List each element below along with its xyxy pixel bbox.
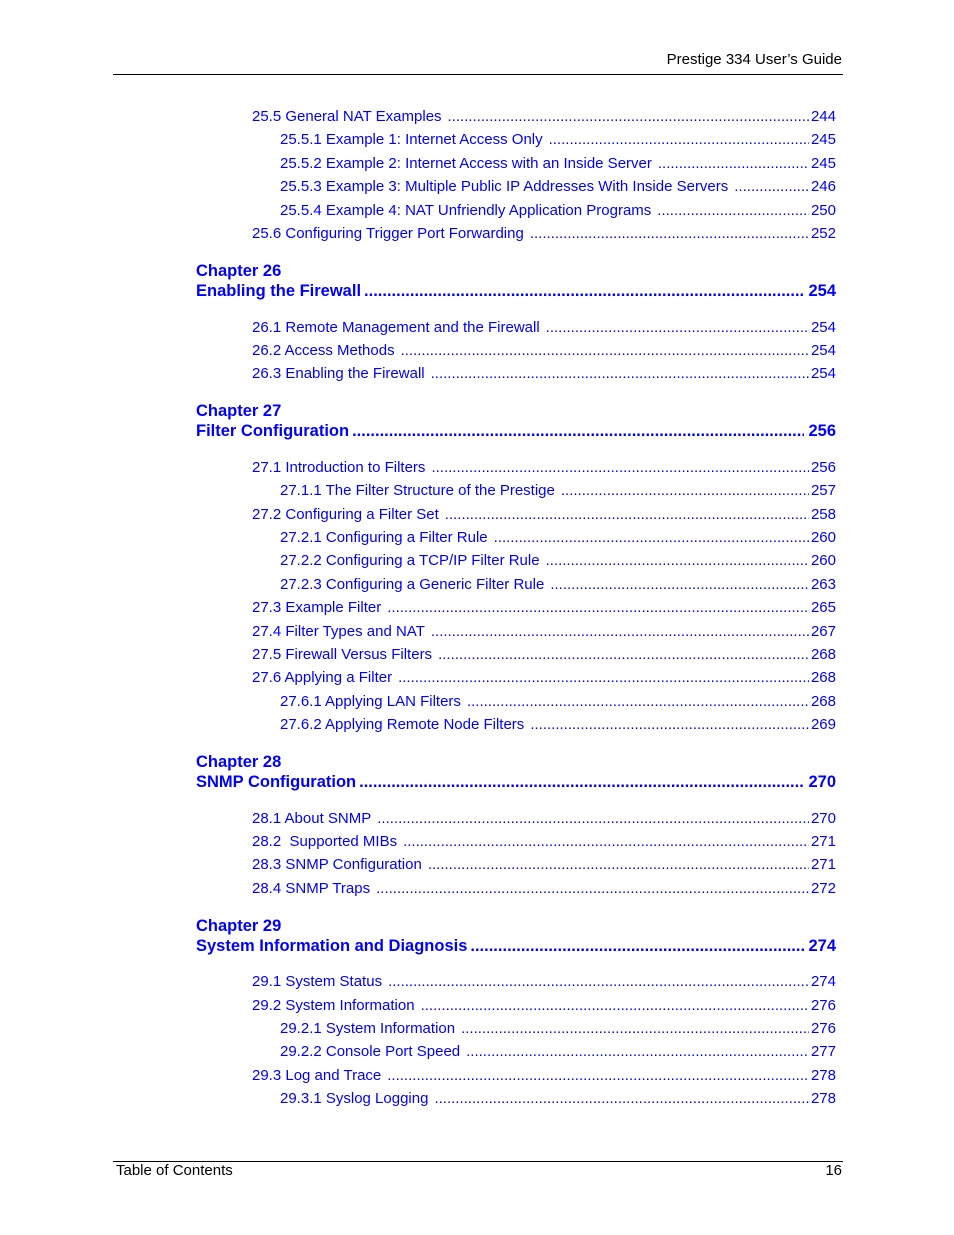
toc-entry[interactable] [280, 1090, 836, 1108]
toc-entry-page: 260 [810, 552, 836, 569]
toc-entry[interactable] [252, 599, 836, 617]
chapter-number: Chapter 29 [196, 917, 282, 935]
toc-entry-page: 272 [810, 880, 836, 897]
chapter-page: 270 [808, 773, 836, 791]
chapter-number: Chapter 28 [196, 753, 282, 771]
toc-entry-page: 278 [810, 1090, 836, 1107]
toc-entry-label: 25.5.1 Example 1: Internet Access Only [280, 131, 543, 148]
toc-entry-page: 271 [810, 856, 836, 873]
toc-entry-label: 28.4 SNMP Traps [252, 880, 371, 897]
dot-leader [546, 319, 809, 337]
chapter-number: Chapter 27 [196, 402, 282, 420]
toc-entry-page: 254 [810, 319, 836, 336]
toc-entry-page: 268 [810, 693, 836, 710]
dot-leader [387, 1067, 809, 1085]
toc-entry-page: 258 [810, 506, 836, 523]
dot-leader [658, 155, 809, 173]
toc-entry-label: 27.2 Configuring a Filter Set [252, 506, 439, 523]
toc-entry-page: 260 [810, 529, 836, 546]
toc-entry[interactable] [280, 202, 836, 220]
chapter-title: Filter Configuration [196, 422, 350, 440]
toc-entry[interactable] [252, 1067, 836, 1085]
toc-entry-label: 29.1 System Status [252, 973, 383, 990]
toc-entry-page: 267 [810, 623, 836, 640]
toc-entry-label: 28.2 Supported MIBs [252, 833, 398, 850]
toc-entry-label: 25.6 Configuring Trigger Port Forwarding [252, 225, 524, 242]
toc-entry-label: 25.5 General NAT Examples [252, 108, 442, 125]
dot-leader [359, 772, 804, 792]
chapter-title-entry[interactable] [196, 421, 836, 441]
dot-leader [549, 131, 809, 149]
toc-entry[interactable] [280, 529, 836, 547]
toc-entry-page: 252 [810, 225, 836, 242]
toc-entry[interactable] [252, 225, 836, 243]
dot-leader [494, 529, 809, 547]
dot-leader [352, 421, 804, 441]
dot-leader [387, 599, 809, 617]
toc-entry[interactable] [280, 482, 836, 500]
dot-leader [401, 342, 809, 360]
toc-entry-label: 25.5.2 Example 2: Internet Access with an Inside Server [280, 155, 652, 172]
toc-entry-page: 263 [810, 576, 836, 593]
toc-entry-page: 254 [810, 365, 836, 382]
dot-leader [470, 936, 804, 956]
toc-entry[interactable] [252, 623, 836, 641]
dot-leader [428, 856, 809, 874]
toc-entry[interactable] [280, 155, 836, 173]
toc-entry-label: 27.4 Filter Types and NAT [252, 623, 425, 640]
dot-leader [421, 997, 809, 1015]
toc-entry-page: 246 [810, 178, 836, 195]
toc-entry[interactable] [280, 552, 836, 570]
toc-entry[interactable] [252, 880, 836, 898]
toc-entry-label: 27.1 Introduction to Filters [252, 459, 426, 476]
toc-entry[interactable] [280, 1020, 836, 1038]
toc-entry-label: 29.2 System Information [252, 997, 415, 1014]
dot-leader [550, 576, 809, 594]
footer-section-title: Table of Contents [116, 1162, 233, 1179]
dot-leader [461, 1020, 809, 1038]
dot-leader [431, 459, 809, 477]
dot-leader [466, 1043, 809, 1061]
dot-leader [657, 202, 809, 220]
toc-entry-page: 270 [810, 810, 836, 827]
toc-entry-page: 276 [810, 1020, 836, 1037]
dot-leader [431, 365, 809, 383]
chapter-title: SNMP Configuration [196, 773, 357, 791]
toc-entry[interactable] [280, 178, 836, 196]
dot-leader [734, 178, 809, 196]
chapter-number: Chapter 26 [196, 262, 282, 280]
toc-entry[interactable] [252, 997, 836, 1015]
toc-entry-label: 29.2.1 System Information [280, 1020, 456, 1037]
dot-leader [364, 281, 804, 301]
toc-entry-label: 27.1.1 The Filter Structure of the Prestige [280, 482, 555, 499]
toc-entry-label: 27.6 Applying a Filter [252, 669, 393, 686]
toc-entry-label: 27.5 Firewall Versus Filters [252, 646, 433, 663]
dot-leader [448, 108, 809, 126]
dot-leader [431, 623, 809, 641]
footer-page-number: 16 [825, 1162, 842, 1179]
dot-leader [445, 506, 809, 524]
dot-leader [403, 833, 809, 851]
toc-entry-label: 26.2 Access Methods [252, 342, 395, 359]
toc-entry-page: 244 [810, 108, 836, 125]
dot-leader [530, 225, 809, 243]
toc-entry-page: 257 [810, 482, 836, 499]
chapter-title-entry[interactable] [196, 772, 836, 792]
toc-entry[interactable] [280, 716, 836, 734]
toc-entry-page: 271 [810, 833, 836, 850]
toc-entry-page: 250 [810, 202, 836, 219]
chapter-title-entry[interactable] [196, 936, 836, 956]
dot-leader [438, 646, 809, 664]
toc-entry[interactable] [252, 646, 836, 664]
toc-entry-page: 256 [810, 459, 836, 476]
toc-entry[interactable] [280, 693, 836, 711]
dot-leader [398, 669, 809, 687]
toc-entry-label: 27.2.1 Configuring a Filter Rule [280, 529, 488, 546]
toc-entry-label: 27.6.1 Applying LAN Filters [280, 693, 461, 710]
toc-entry[interactable] [252, 810, 836, 828]
toc-entry-page: 265 [810, 599, 836, 616]
toc-entry[interactable] [252, 365, 836, 383]
toc-entry-label: 27.2.2 Configuring a TCP/IP Filter Rule [280, 552, 540, 569]
dot-leader [376, 880, 809, 898]
toc-entry-page: 274 [810, 973, 836, 990]
toc-entry[interactable] [280, 576, 836, 594]
toc-entry-label: 29.3 Log and Trace [252, 1067, 382, 1084]
dot-leader [546, 552, 809, 570]
toc-entry-page: 245 [810, 131, 836, 148]
dot-leader [467, 693, 809, 711]
page-header-title: Prestige 334 User’s Guide [666, 51, 842, 68]
chapter-title: System Information and Diagnosis [196, 937, 468, 955]
toc-entry[interactable] [252, 833, 836, 851]
toc-entry-label: 27.6.2 Applying Remote Node Filters [280, 716, 525, 733]
toc-entry[interactable] [252, 108, 836, 126]
dot-leader [377, 810, 809, 828]
toc-entry[interactable] [252, 342, 836, 360]
dot-leader [530, 716, 809, 734]
chapter-page: 256 [808, 422, 836, 440]
toc-entry-label: 29.3.1 Syslog Logging [280, 1090, 429, 1107]
toc-entry-page: 245 [810, 155, 836, 172]
toc-entry[interactable] [280, 131, 836, 149]
toc-entry-label: 29.2.2 Console Port Speed [280, 1043, 461, 1060]
toc-entry-label: 26.3 Enabling the Firewall [252, 365, 425, 382]
toc-entry-label: 25.5.4 Example 4: NAT Unfriendly Application Programs [280, 202, 652, 219]
toc-entry[interactable] [252, 856, 836, 874]
chapter-title-entry[interactable] [196, 281, 836, 301]
toc-entry-label: 26.1 Remote Management and the Firewall [252, 319, 540, 336]
chapter-title: Enabling the Firewall [196, 282, 362, 300]
toc-entry[interactable] [280, 1043, 836, 1061]
toc-entry-label: 25.5.3 Example 3: Multiple Public IP Addresses With Inside Servers [280, 178, 729, 195]
toc-entry-page: 268 [810, 646, 836, 663]
toc-entry-page: 278 [810, 1067, 836, 1084]
toc-entry-label: 28.1 About SNMP [252, 810, 372, 827]
toc-entry-page: 254 [810, 342, 836, 359]
toc-entry-page: 268 [810, 669, 836, 686]
toc-entry[interactable] [252, 669, 836, 687]
toc-entry-page: 277 [810, 1043, 836, 1060]
chapter-page: 254 [808, 282, 836, 300]
toc-entry[interactable] [252, 319, 836, 337]
dot-leader [434, 1090, 809, 1108]
toc-entry[interactable] [252, 506, 836, 524]
dot-leader [561, 482, 809, 500]
chapter-page: 274 [808, 937, 836, 955]
toc-entry-page: 276 [810, 997, 836, 1014]
toc-entry-label: 27.2.3 Configuring a Generic Filter Rule [280, 576, 545, 593]
toc-entry-label: 27.3 Example Filter [252, 599, 382, 616]
toc-entry-label: 28.3 SNMP Configuration [252, 856, 422, 873]
toc-entry[interactable] [252, 973, 836, 991]
dot-leader [388, 973, 809, 991]
toc-entry-page: 269 [810, 716, 836, 733]
toc-entry[interactable] [252, 459, 836, 477]
